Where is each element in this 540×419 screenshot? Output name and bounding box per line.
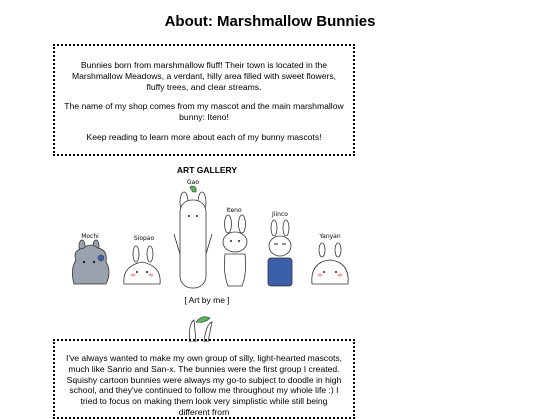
page-title: About: Marshmallow Bunnies [164,13,376,30]
iteno-bunny [223,207,247,286]
mochi-name: Mochi [81,233,99,240]
intro-paragraph-1: Bunnies born from marshmallow fluff! Their town is located in the Marshmallow Meadows, a verdant, hilly area filled with sweet flowers, fluffy trees, and clear streams. [71,60,337,92]
story-box [53,339,355,419]
siopao-name: Siopao [133,235,155,242]
intro-paragraph-2: The name of my shop comes from my mascot and the main marshmallow bunny: Iteno! [64,101,344,123]
gallery-caption: [ Art by me ] [184,295,230,305]
siopao-bunny [124,235,160,284]
intro-box [53,44,355,156]
iteno-name: Iteno [226,207,242,214]
gao-name: Gao [187,179,199,186]
mochi-bunny [72,233,109,284]
yanyan-name: Yanyan [319,233,341,240]
jiinco-name: Jiinco [272,211,288,218]
intro-paragraph-3: Keep reading to learn more about each of my bunny mascots! [86,131,322,142]
gao-bunny [174,179,212,288]
yanyan-bunny [312,233,348,284]
jiinco-bunny [268,211,292,286]
story-text: I've always wanted to make my own group of silly, light-hearted mascots, much like Sanrio and San-x. The bunnies were the first group I created. Squishy cartoon bunnies were always my go-to subject to doodle in high school, and they've continued to follow me throughout my whole life :) I tried to focus on making them look very simplistic while still being different from [65,353,343,417]
peeking-bunny-icon [180,310,220,342]
bunny-art-gallery [60,174,360,294]
gallery-heading: ART GALLERY [176,165,238,175]
